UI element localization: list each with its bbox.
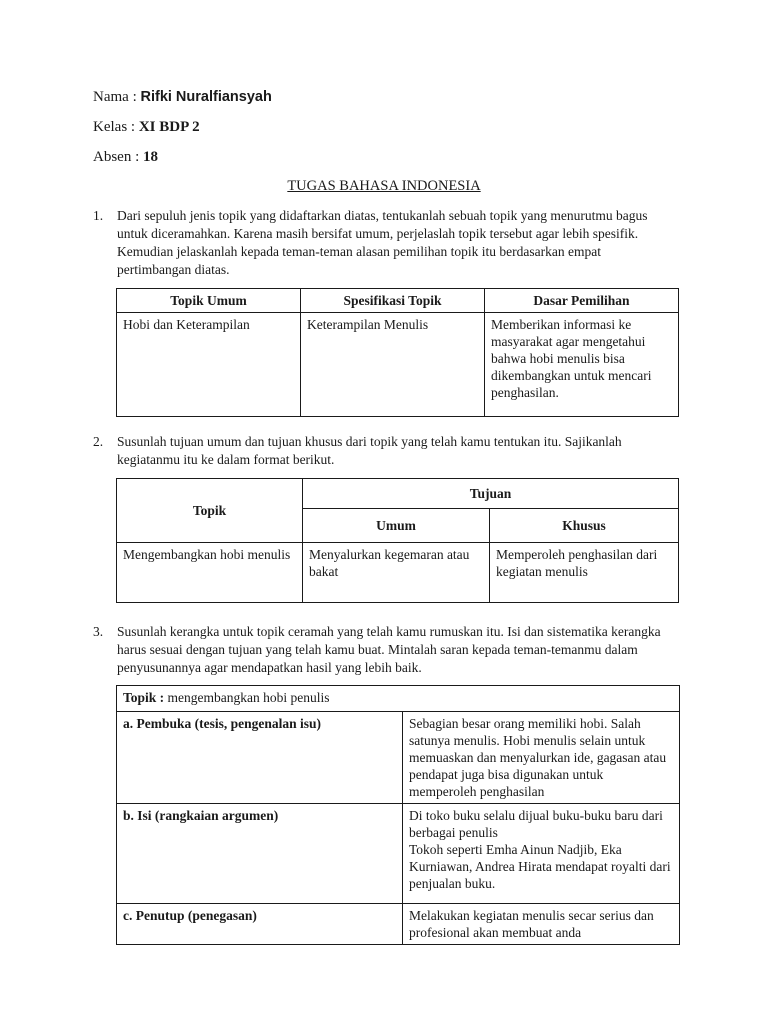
outline-label-penutup: c. Penutup (penegasan) [123, 908, 257, 923]
class-value: XI BDP 2 [138, 119, 200, 135]
header-topik-umum: Topik Umum [117, 289, 301, 313]
header-topik: Topik [117, 479, 303, 543]
question-2-number: 2. [93, 434, 104, 449]
header-spesifikasi-topik: Spesifikasi Topik [301, 289, 485, 313]
name-label: Nama : [93, 89, 141, 105]
cell-khusus: Memperoleh penghasilan dari kegiatan menulis [490, 543, 679, 603]
student-name-line [93, 89, 272, 106]
question-3-text: Susunlah kerangka untuk topik ceramah yang telah kamu rumuskan itu. Isi dan sistematika kerangka harus sesuai dengan tujuan yang telah kamu buat. Mintalah saran kepada teman-temanmu dalam penyusunannya agar mendapatkan hasil yang lebih baik. [117, 624, 661, 675]
table-row [117, 904, 680, 945]
cell-umum: Menyalurkan kegemaran atau bakat [303, 543, 490, 603]
page-title: TUGAS BAHASA INDONESIA [287, 178, 481, 194]
question-3-number: 3. [93, 624, 104, 639]
student-name: Rifki Nuralfiansyah [140, 89, 272, 105]
class-label: Kelas : [93, 119, 139, 135]
outline-topic-value: mengembangkan hobi penulis [167, 690, 330, 705]
outline-content-isi: Di toko buku selalu dijual buku-buku baru dari berbagai penulis Tokoh seperti Emha Ainun Nadjib, Eka Kurniawan, Andrea Hirata mendapat royalti dari penjualan buku. [403, 804, 680, 904]
table-row [117, 804, 680, 904]
question-1-number: 1. [93, 208, 104, 223]
cell-spesifikasi-topik: Keterampilan Menulis [301, 313, 485, 417]
objective-table-header-row [117, 479, 679, 509]
header-khusus: Khusus [490, 509, 679, 543]
outline-label-pembuka: a. Pembuka (tesis, pengenalan isu) [123, 716, 322, 731]
header-umum: Umum [303, 509, 490, 543]
outline-label-cell [117, 904, 403, 945]
outline-content-penutup: Melakukan kegiatan menulis secar serius dan profesional akan membuat anda [403, 904, 680, 945]
objective-table [116, 478, 679, 603]
cell-topik-umum: Hobi dan Keterampilan [117, 313, 301, 417]
table-row [117, 712, 680, 804]
outline-topic-row [117, 686, 680, 712]
header-tujuan: Tujuan [303, 479, 679, 509]
table-row [117, 313, 679, 417]
outline-topic-cell [117, 686, 680, 712]
absen-value: 18 [143, 149, 158, 165]
header-dasar-pemilihan: Dasar Pemilihan [485, 289, 679, 313]
cell-topik: Mengembangkan hobi menulis [117, 543, 303, 603]
outline-label-isi: b. Isi (rangkaian argumen) [123, 808, 279, 823]
question-2-text: Susunlah tujuan umum dan tujuan khusus dari topik yang telah kamu tentukan itu. Sajikanlah kegiatanmu itu ke dalam format berikut. [117, 434, 622, 467]
outline-topic-label: Topik : [123, 690, 168, 705]
outline-label-cell [117, 804, 403, 904]
outline-content-pembuka: Sebagian besar orang memiliki hobi. Salah satunya menulis. Hobi menulis selain untuk memuaskan dan menyalurkan ide, gagasan atau pendapat juga bisa digunakan untuk memperoleh penghasilan [403, 712, 680, 804]
cell-dasar-pemilihan: Memberikan informasi ke masyarakat agar mengetahui bahwa hobi menulis bisa dikembangkan untuk mencari penghasilan. [485, 313, 679, 417]
topic-table-header-row [117, 289, 679, 313]
class-line [93, 119, 200, 136]
outline-table [116, 685, 680, 945]
absen-line [93, 149, 158, 166]
absen-label: Absen : [93, 149, 143, 165]
outline-label-cell [117, 712, 403, 804]
topic-table [116, 288, 679, 417]
question-1-text: Dari sepuluh jenis topik yang didaftarkan diatas, tentukanlah sebuah topik yang menurutmu bagus untuk diceramahkan. Karena masih bersifat umum, perjelaslah topik tersebut agar lebih spesifik. Kemudian jelaskanlah kepada teman-teman alasan pemilihan topik itu berdasarkan empat pertimbangan diatas. [117, 208, 648, 277]
table-row [117, 543, 679, 603]
